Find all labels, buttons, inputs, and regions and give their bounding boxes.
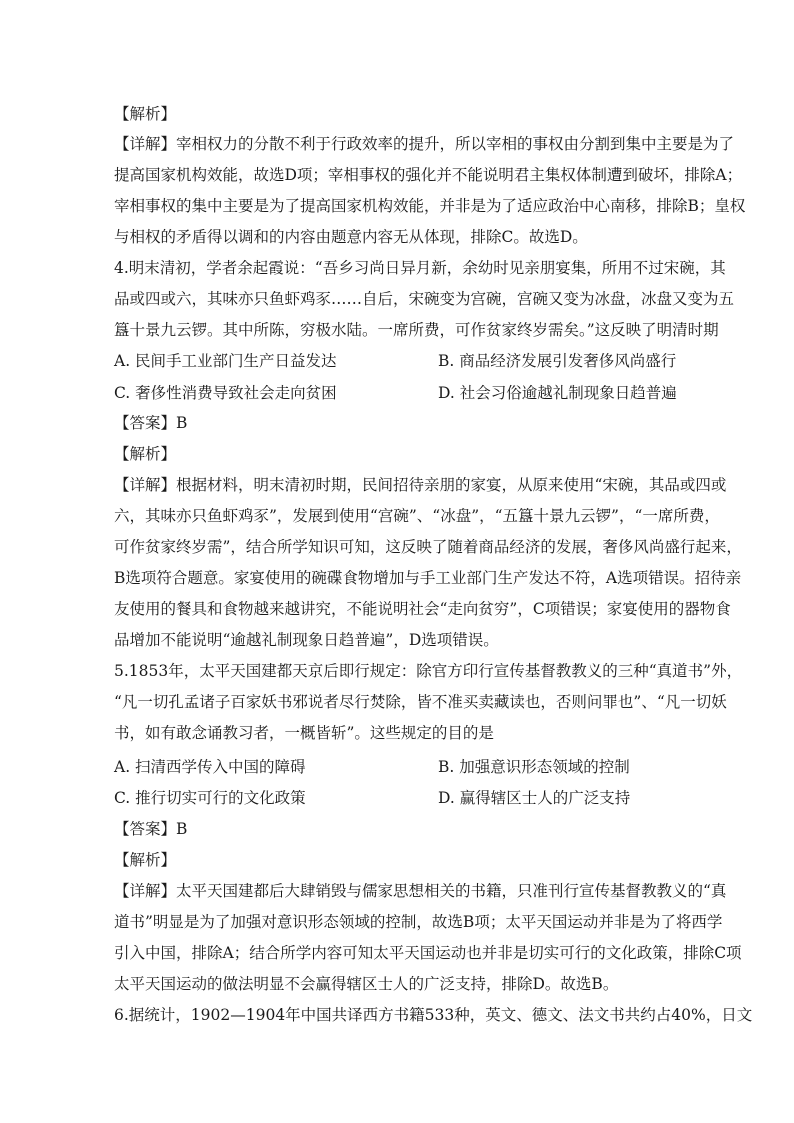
detail-line: 六，其味亦只鱼虾鸡豕”，发展到使用“宫碗”、“冰盘”，“五簋十景九云锣”，“一席所费，: [114, 507, 720, 525]
question-4-stem-line: 4.明末清初，学者余起霞说：“吾乡习尚日异月新，余幼时见亲朋宴集，所用不过宋碗，其: [114, 259, 726, 277]
question-5-stem-line: 书，如有敢念诵教习者，一概皆斩”。这些规定的目的是: [114, 724, 494, 742]
detail-line: 道书”明显是为了加强对意识形态领域的控制，故选B项；太平天国运动并非是为了将西学: [114, 913, 723, 931]
question-5-option-d: D. 赢得辖区士人的广泛支持: [438, 789, 631, 807]
question-4-stem-line: 簋十景九云锣。其中所陈，穷极水陆。一席所费，可作贫家终岁需矣。”这反映了明清时期: [114, 321, 719, 339]
detail-line: 太平天国运动的做法明显不会赢得辖区士人的广泛支持，排除D。故选B。: [114, 975, 619, 993]
question-5-option-a: A. 扫清西学传入中国的障碍: [114, 758, 306, 776]
analysis-heading: 【解析】: [114, 851, 177, 869]
detail-line: 品增加不能说明“逾越礼制现象日趋普遍”，D选项错误。: [114, 631, 499, 649]
question-5-stem-line: “凡一切孔孟诸子百家妖书邪说者尽行焚除，皆不准买卖藏读也，否则问罪也”、“凡一切妖: [114, 693, 727, 711]
detail-line: 【详解】根据材料，明末清初时期，民间招待亲朋的家宴，从原来使用“宋碗，其品或四或: [114, 476, 727, 494]
detail-line: B选项符合题意。家宴使用的碗碟食物增加与手工业部门生产发达不符，A选项错误。招待亲: [114, 569, 742, 587]
answer-label: 【答案】B: [114, 414, 188, 432]
analysis-heading: 【解析】: [114, 105, 177, 123]
detail-line: 与相权的矛盾得以调和的内容由题意内容无从体现，排除C。故选D。: [114, 228, 588, 246]
question-4-stem-line: 品或四或六，其味亦只鱼虾鸡豕……自后，宋碗变为宫碗，宫碗又变为冰盘，冰盘又变为五: [114, 290, 735, 308]
detail-line: 引入中国，排除A；结合所学内容可知太平天国运动也并非是切实可行的文化政策，排除C项: [114, 944, 742, 962]
detail-line: 提高国家机构效能，故选D项；宰相事权的强化并不能说明君主集权体制遭到破坏，排除A；: [114, 166, 743, 184]
question-5-option-c: C. 推行切实可行的文化政策: [114, 789, 306, 807]
question-5-stem-line: 5.1853年，太平天国建都天京后即行规定：除官方印行宣传基督教教义的三种“真道书”外，: [114, 662, 743, 680]
question-4-option-c: C. 奢侈性消费导致社会走向贫困: [114, 384, 337, 402]
detail-line: 友使用的餐具和食物越来越讲究，不能说明社会“走向贫穷”，C项错误；家宴使用的器物食: [114, 600, 731, 618]
question-4-option-b: B. 商品经济发展引发奢侈风尚盛行: [438, 352, 677, 370]
detail-line: 【详解】太平天国建都后大肆销毁与儒家思想相关的书籍，只准刊行宣传基督教教义的“真: [114, 882, 727, 900]
question-6-stem-line: 6.据统计，1902—1904年中国共译西方书籍533种，英文、德文、法文书共约占40%，日文: [114, 1006, 753, 1024]
analysis-heading: 【解析】: [114, 445, 177, 463]
question-4-option-a: A. 民间手工业部门生产日益发达: [114, 352, 337, 370]
detail-line: 【详解】宰相权力的分散不利于行政效率的提升，所以宰相的事权由分割到集中主要是为了: [114, 135, 735, 153]
detail-line: 可作贫家终岁需”，结合所学知识可知，这反映了随着商品经济的发展，奢侈风尚盛行起来，: [114, 538, 742, 556]
answer-label: 【答案】B: [114, 820, 188, 838]
question-4-option-d: D. 社会习俗逾越礼制现象日趋普遍: [438, 384, 677, 402]
question-5-option-b: B. 加强意识形态领域的控制: [438, 758, 630, 776]
detail-line: 宰相事权的集中主要是为了提高国家机构效能，并非是为了适应政治中心南移，排除B；皇权: [114, 197, 746, 215]
